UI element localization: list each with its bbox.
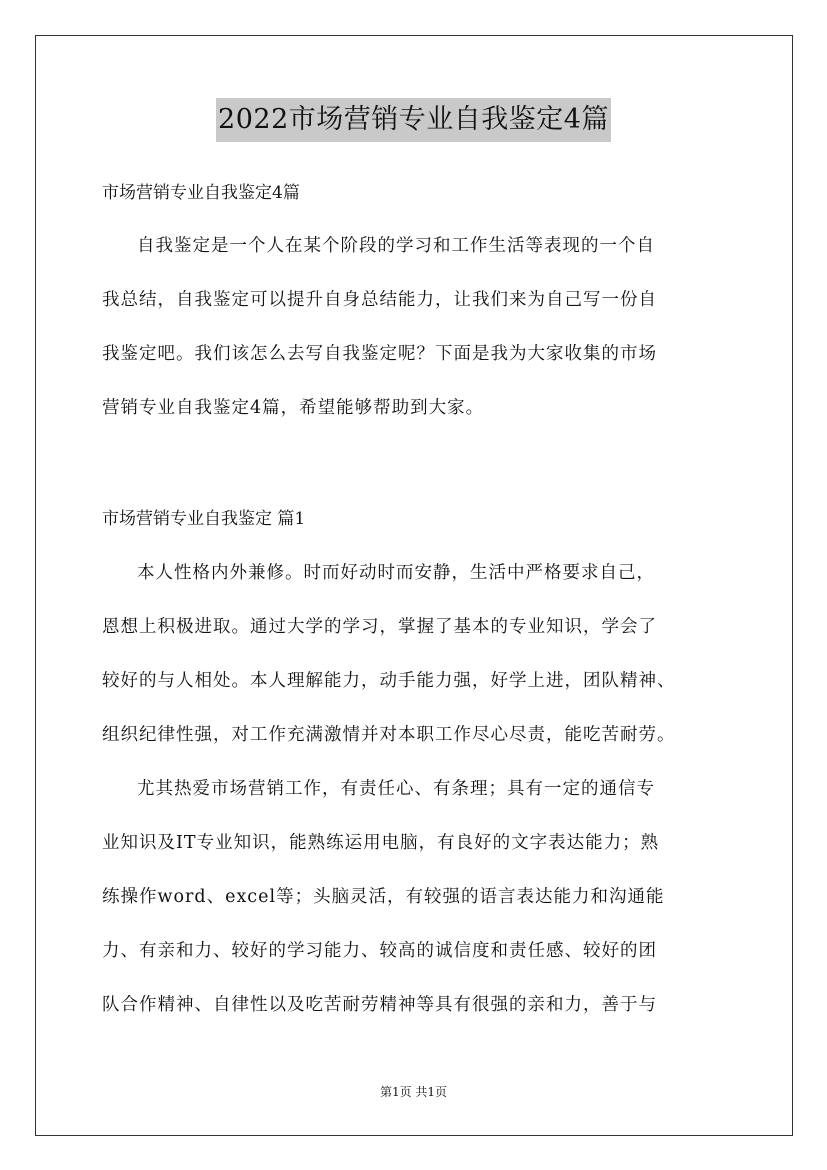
section1-para1-line: 恩想上积极进取。通过大学的学习，掌握了基本的专业知识，学会了 (102, 617, 657, 637)
document-subtitle: 市场营销专业自我鉴定4篇 (102, 183, 300, 203)
intro-line: 我鉴定吧。我们该怎么去写自我鉴定呢？下面是我为大家收集的市场 (102, 344, 657, 364)
title-wrap (0, 98, 827, 142)
section1-paragraph2 (102, 762, 742, 816)
section1-para2-line: 业知识及IT专业知识，能熟练运用电脑，有良好的文字表达能力；熟 (102, 833, 660, 853)
section1-para1-line: 较好的与人相处。本人理解能力，动手能力强，好学上进，团队精神、 (102, 671, 676, 691)
intro-paragraph (102, 219, 742, 273)
section1-para2-line: 练操作word、excel等；头脑灵活，有较强的语言表达能力和沟通能 (102, 887, 665, 907)
intro-line: 自我鉴定是一个人在某个阶段的学习和工作生活等表现的一个自 (137, 236, 655, 256)
section1-heading: 市场营销专业自我鉴定 篇1 (102, 509, 306, 529)
intro-line: 营销专业自我鉴定4篇，希望能够帮助到大家。 (102, 398, 485, 418)
document-title: 2022市场营销专业自我鉴定4篇 (216, 98, 611, 142)
section1-para1-line: 本人性格内外兼修。时而好动时而安静，生活中严格要求自己， (137, 563, 655, 583)
section1-para1-line: 组织纪律性强，对工作充满激情并对本职工作尽心尽责，能吃苦耐劳。 (102, 725, 676, 745)
intro-paragraph-cont (102, 273, 742, 435)
intro-line: 我总结，自我鉴定可以提升自身总结能力，让我们来为自己写一份自 (102, 290, 657, 310)
section1-paragraph1 (102, 546, 742, 600)
section1-paragraph1-cont (102, 600, 742, 762)
section1-para2-line: 尤其热爱市场营销工作，有责任心、有条理；具有一定的通信专 (137, 779, 655, 799)
page-footer: 第1页 共1页 (379, 1085, 448, 1099)
section1-para2-line: 力、有亲和力、较好的学习能力、较高的诚信度和责任感、较好的团 (102, 941, 657, 961)
section1-paragraph2-cont (102, 816, 742, 1032)
section1-para2-line: 队合作精神、自律性以及吃苦耐劳精神等具有很强的亲和力，善于与 (102, 995, 657, 1015)
